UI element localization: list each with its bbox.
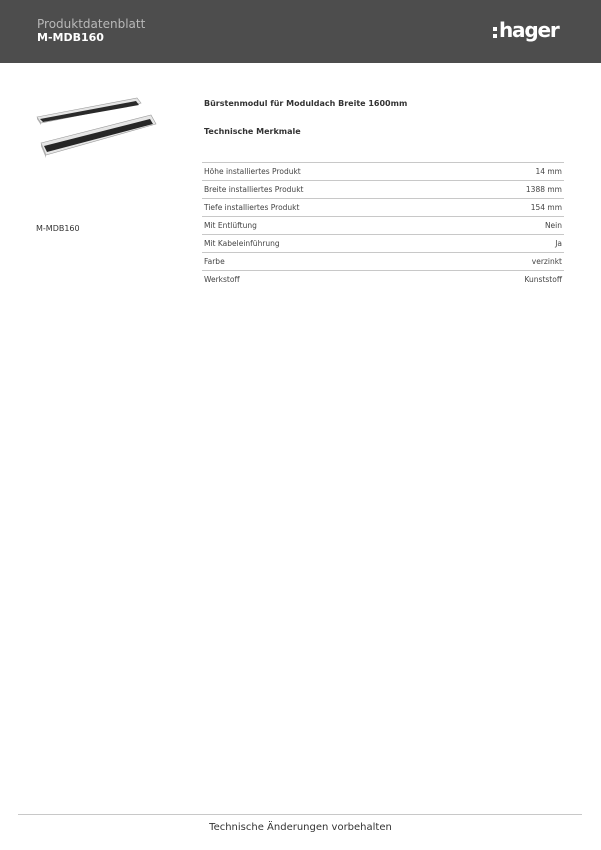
spec-value: 154 mm bbox=[530, 203, 562, 212]
brush-strip-upper bbox=[37, 98, 141, 125]
spec-value: Nein bbox=[544, 221, 562, 230]
product-image bbox=[35, 95, 157, 170]
logo-dots-icon bbox=[493, 27, 497, 38]
logo-text: hager bbox=[499, 18, 559, 42]
spec-row bbox=[202, 271, 564, 288]
spec-label: Werkstoff bbox=[204, 275, 240, 284]
spec-row bbox=[202, 163, 564, 181]
specs-table bbox=[202, 162, 564, 288]
spec-row bbox=[202, 253, 564, 271]
document-type-label: Produktdatenblatt bbox=[37, 17, 146, 31]
section-title-specs: Technische Merkmale bbox=[204, 127, 301, 136]
spec-label: Höhe installiertes Produkt bbox=[204, 167, 301, 176]
product-title: Bürstenmodul für Moduldach Breite 1600mm bbox=[204, 99, 408, 108]
image-caption: M-MDB160 bbox=[36, 224, 80, 233]
page-header bbox=[0, 0, 601, 63]
spec-value: verzinkt bbox=[531, 257, 562, 266]
hager-logo bbox=[493, 16, 558, 44]
spec-label: Farbe bbox=[204, 257, 225, 266]
header-product-code: M-MDB160 bbox=[37, 31, 104, 44]
footer-note: Technische Änderungen vorbehalten bbox=[209, 822, 392, 833]
spec-label: Mit Kabeleinführung bbox=[204, 239, 280, 248]
spec-value: 1388 mm bbox=[525, 185, 562, 194]
spec-row bbox=[202, 217, 564, 235]
spec-row bbox=[202, 235, 564, 253]
spec-label: Tiefe installiertes Produkt bbox=[204, 203, 300, 212]
spec-value: Kunststoff bbox=[524, 275, 562, 284]
spec-row bbox=[202, 199, 564, 217]
spec-label: Breite installiertes Produkt bbox=[204, 185, 304, 194]
spec-value: 14 mm bbox=[535, 167, 562, 176]
footer-divider bbox=[18, 814, 582, 815]
spec-label: Mit Entlüftung bbox=[204, 221, 257, 230]
brush-strip-lower bbox=[41, 115, 156, 158]
spec-value: Ja bbox=[555, 239, 562, 248]
spec-row bbox=[202, 181, 564, 199]
